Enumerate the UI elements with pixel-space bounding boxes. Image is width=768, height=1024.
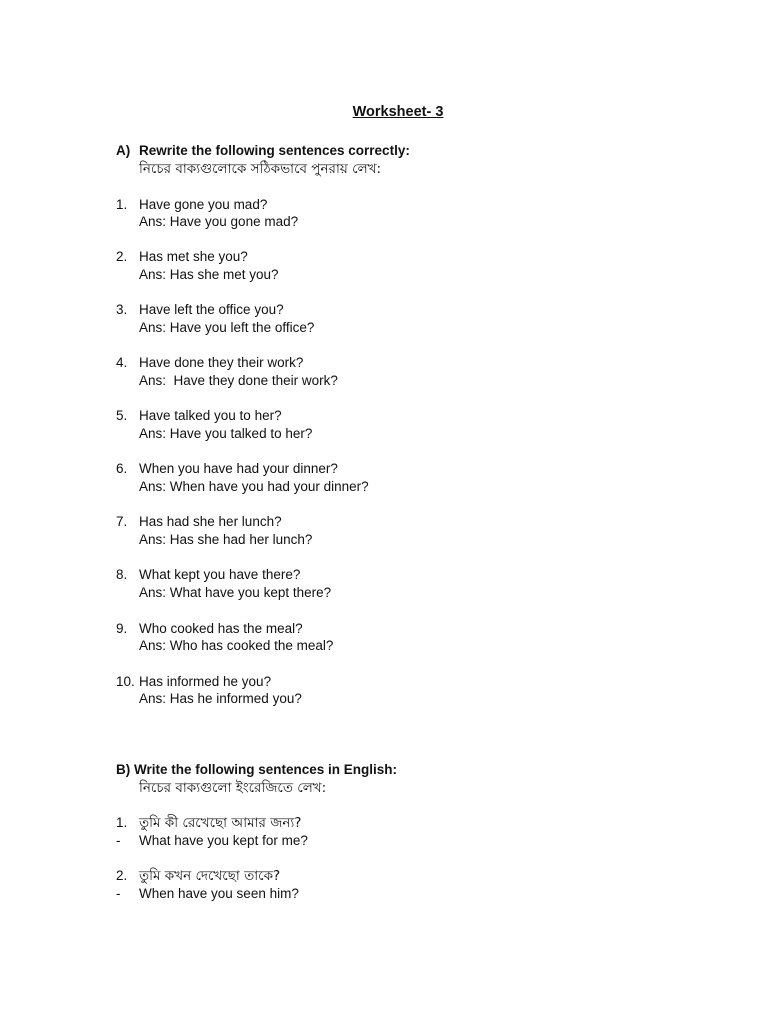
question-text: Have left the office you? — [139, 302, 284, 317]
item-number: 8. — [116, 567, 128, 582]
page-title-text: Worksheet- 3 — [352, 104, 444, 120]
item-number: 2. — [116, 249, 128, 264]
item-number: 3. — [116, 302, 128, 317]
english-translation: What have you kept for me? — [139, 833, 308, 848]
page-title — [0, 104, 768, 120]
answer-text: Ans: Has she had her lunch? — [139, 532, 313, 547]
item-number: 5. — [116, 408, 128, 423]
item-number: 9. — [116, 621, 128, 636]
answer-text: Ans: Have you gone mad? — [139, 214, 299, 229]
answer-text: Ans: Have they done their work? — [139, 373, 338, 388]
item-number: 7. — [116, 514, 128, 529]
question-text: When you have had your dinner? — [139, 461, 338, 476]
answer-text: Ans: Has he informed you? — [139, 691, 302, 706]
item-number: 1. — [116, 815, 128, 830]
question-text: Have talked you to her? — [139, 408, 282, 423]
question-text: Has informed he you? — [139, 674, 272, 689]
answer-text: Ans: Have you left the office? — [139, 320, 315, 335]
question-text: Have done they their work? — [139, 355, 304, 370]
question-text: Has had she her lunch? — [139, 514, 282, 529]
item-number: 10. — [116, 674, 135, 689]
question-text: Who cooked has the meal? — [139, 621, 303, 636]
question-text: Have gone you mad? — [139, 197, 268, 212]
question-text: What kept you have there? — [139, 567, 301, 582]
answer-text: Ans: What have you kept there? — [139, 585, 332, 600]
item-number: 2. — [116, 868, 128, 883]
dash-marker: - — [116, 833, 121, 848]
dash-marker: - — [116, 886, 121, 901]
english-translation: When have you seen him? — [139, 886, 299, 901]
item-number: 1. — [116, 197, 128, 212]
section-b-subheading: নিচের বাক্যগুলো ইংরেজিতে লেখ: — [139, 780, 327, 796]
item-number: 6. — [116, 461, 128, 476]
bengali-sentence: তুমি কখন দেখেছো তাকে? — [139, 868, 281, 884]
question-text: Has met she you? — [139, 249, 248, 264]
item-number: 4. — [116, 355, 128, 370]
answer-text: Ans: When have you had your dinner? — [139, 479, 369, 494]
answer-text: Ans: Has she met you? — [139, 267, 279, 282]
answer-text: Ans: Have you talked to her? — [139, 426, 313, 441]
answer-text: Ans: Who has cooked the meal? — [139, 638, 334, 653]
section-a-subheading: নিচের বাক্যগুলোকে সঠিকভাবে পুনরায় লেখ: — [139, 161, 382, 177]
section-a-marker: A) — [116, 143, 131, 158]
bengali-sentence: তুমি কী রেখেছো আমার জন্য? — [139, 815, 302, 831]
section-a-heading: Rewrite the following sentences correctly: — [139, 143, 410, 158]
section-b-heading: B) Write the following sentences in English: — [116, 762, 398, 777]
